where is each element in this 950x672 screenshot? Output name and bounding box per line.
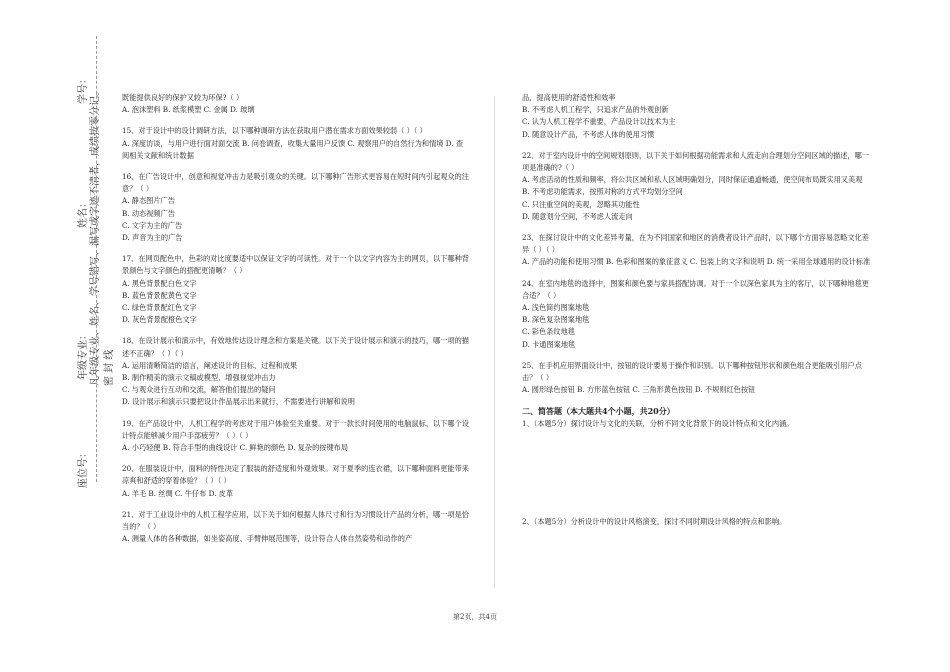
question-option: D. 灰色背景配橙色文字	[122, 315, 197, 325]
question: 22、对于室内设计中的空间规划原则，以下关于如何根据功能需求和人流走向合理划分空间区域的描述，哪一项是准确的?（ ） A. 考虑活动的性质和频率，将公共区域和私人区域明确划分，同时保证通道畅通，使空间布局既实用又美观 B. 不考虑功能需求，按照对称的方式平均划分空间 C. 只注重空间的美观，忽略其功能性 D. 随意划分空间，不考虑人流走向	[522, 150, 874, 223]
name-label: 姓名：	[78, 198, 89, 228]
section-heading: 二、简答题（本大题共4个小题，共20分）	[522, 406, 675, 417]
question-stem: 在室内地毯的选择中，图案和颜色要与家具搭配协调。对于一个以深色家具为主的客厅，以下哪种地毯更合适？（ ）	[522, 278, 869, 300]
question-option: A. 静态图片广告	[122, 196, 175, 206]
question-stem: 在广告设计中，创意和视觉冲击力是吸引观众的关键。以下哪种广告形式更容易在短时间内引起观众的注意？（ ）	[122, 172, 469, 194]
question-stem: 在手机应用界面设计中，按钮的设计要易于操作和识别。以下哪种按钮形状和颜色组合更能吸引用户点击？（ ）	[522, 360, 862, 383]
question-option: C. 只注重空间的美观，忽略其功能性	[522, 199, 640, 209]
question-option: B. 深色复杂图案地毯	[522, 315, 590, 325]
left-column	[122, 92, 470, 555]
question-option: A. 小巧轻便 B. 符合手型的曲线设计 C. 鲜艳的颜色 D. 复杂的按键布局	[122, 443, 349, 453]
question: 16、在广告设计中，创意和视觉冲击力是吸引观众的关键。以下哪种广告形式更容易在短时间内引起观众的注意？（ ） A. 静态图片广告 B. 动态视频广告 C. 文字为主的广告 D. 声音为主的广告	[122, 171, 470, 244]
question: 15、对于设计中的设计调研方法，以下哪种调研方法在获取用户潜在需求方面效果较弱（ ）（ ） A. 深度访谈，与用户进行面对面交流 B. 问卷调查，收集大量用户反馈 C. 观察用户的自然行为和情境 D. 查阅相关文献和统计数据	[122, 125, 470, 162]
question-option: C. 与观众进行互动和交流，解答他们提出的疑问	[122, 385, 276, 395]
question-option: D. 声音为主的广告	[122, 233, 183, 243]
question-option: C. 绿色背景配红色文字	[122, 303, 197, 313]
short-answer-question: 2、（本题5分）分析设计中的设计风格演变，探讨不同时期设计风格的特点和影响。	[522, 516, 787, 526]
question-option: A. 运用清晰简洁的语言，阐述设计的目标、过程和成果	[122, 360, 298, 370]
question-option: D. 卡通图案地毯	[522, 339, 576, 349]
question-option: B. 不考虑功能需求，按照对称的方式平均划分空间	[522, 187, 683, 197]
seal-line-label: 密 封 线	[104, 349, 115, 386]
question-option: B. 制作精美的演示文稿或模型，增强视觉冲击力	[122, 373, 276, 383]
question-stem: 对于工业设计中的人机工程学应用，以下关于如何根据人体尺寸和行为习惯设计产品的分析，哪一项是恰当的？（ ）	[122, 509, 469, 532]
question-option: A. 产品的功能和使用习惯 B. 色彩和图案的象征意义 C. 包装上的文字和说明 D. 统一采用全球通用的设计标准	[522, 257, 871, 267]
question	[122, 92, 470, 116]
question-option: A. 羊毛 B. 丝绸 C. 牛仔布 D. 皮革	[122, 488, 234, 498]
question-option: B. 蓝色背景配黄色文字	[122, 290, 197, 300]
question-stem: 品，提高使用的舒适性和效率	[522, 93, 616, 102]
question-stem: 在网页配色中，色彩的对比度要适中以保证文字的可读性。对于一个以文字内容为主的网页，以下哪种背景颜色与文字颜色的搭配更清晰？（ ）	[122, 254, 469, 276]
question-option: A. 浅色简约图案地毯	[522, 303, 590, 313]
question-option: A. 测量人体的各种数据，如坐姿高度、手臂伸展范围等，设计符合人体自然姿势和动作的产	[122, 534, 413, 544]
column-divider	[494, 96, 495, 588]
student-id-label: 学号：	[78, 74, 89, 104]
question-stem: 在探讨设计中的文化差异考量，在为不同国家和地区的消费者设计产品时，以下哪个方面容易忽略文化差异（ ）（ ）	[522, 233, 869, 255]
question: 24、在室内地毯的选择中，图案和颜色要与家具搭配协调。对于一个以深色家具为主的客厅，以下哪种地毯更合适？（ ） A. 浅色简约图案地毯 B. 深色复杂图案地毯 C. 彩色条纹地毯 D. 卡通图案地毯	[522, 278, 874, 351]
question-option: C. 认为人机工程学不重要，产品设计以技术为主	[522, 117, 676, 127]
question: 21、对于工业设计中的人机工程学应用，以下关于如何根据人体尺寸和行为习惯设计产品的分析，哪一项是恰当的？（ ） A. 测量人体的各种数据，如坐姿高度、手臂伸展范围等，设计符合人体自然姿势和动作的产	[122, 509, 470, 546]
binding-margin	[0, 0, 115, 672]
question: 23、在探讨设计中的文化差异考量，在为不同国家和地区的消费者设计产品时，以下哪个方面容易忽略文化差异（ ）（ ） A. 产品的功能和使用习惯 B. 色彩和图案的象征意义 C. 包装上的文字和说明 D. 统一采用全球通用的设计标准	[522, 232, 874, 269]
question: 19、在产品设计中，人机工程学的考虑对于用户体验至关重要。对于一款长时间使用的电脑鼠标，以下哪个设计特点能够减少用户手部疲劳？（ ）（ ） A. 小巧轻便 B. 符合手型的曲线设计 C. 鲜艳的颜色 D. 复杂的按键布局	[122, 418, 470, 455]
question-option: D. 随意设计产品，不考虑人体的使用习惯	[522, 129, 655, 139]
answer-space	[522, 430, 874, 516]
question-stem: 既能提供良好的保护又较为环保?（ ）	[122, 93, 244, 102]
page-number: 第2页，共4页	[453, 613, 497, 621]
right-column	[522, 92, 874, 528]
question-option: B. 动态视频广告	[122, 208, 175, 218]
question: 25、在手机应用界面设计中，按钮的设计要易于操作和识别。以下哪种按钮形状和颜色组合更能吸引用户点击？（ ） A. 圆形绿色按钮 B. 方形蓝色按钮 C. 三角形黄色按钮 D. 不规则红色按钮	[522, 360, 874, 397]
seal-line	[96, 36, 97, 482]
question-stem: 在产品设计中，人机工程学的考虑对于用户体验至关重要。对于一款长时间使用的电脑鼠标，以下哪个设计特点能够减少用户手部疲劳？（ ）（ ）	[122, 418, 469, 440]
question: 20、在服装设计中，面料的特性决定了服装的舒适度和外观效果。对于夏季的连衣裙，以下哪种面料更能带来凉爽和舒适的穿着体验？（ ）（ ） A. 羊毛 B. 丝绸 C. 牛仔布 D. 皮革	[122, 463, 470, 500]
question-option: A. 黑色背景配白色文字	[122, 278, 197, 288]
question-option: C. 文字为主的广告	[122, 220, 183, 230]
question-stem: 对于设计中的设计调研方法，以下哪种调研方法在获取用户潜在需求方面效果较弱（ ）（ ）	[138, 126, 427, 136]
question-stem: 对于室内设计中的空间规划原则，以下关于如何根据功能需求和人流走向合理划分空间区域的描述，哪一项是准确的?（ ）	[522, 150, 869, 173]
question-option: A. 泡沫塑料 B. 纸浆模塑 C. 金属 D. 玻璃	[122, 105, 255, 115]
question	[522, 92, 874, 141]
question-stem: 在服装设计中，面料的特性决定了服装的舒适度和外观效果。对于夏季的连衣裙，以下哪种面料更能带来凉爽和舒适的穿着体验？（ ）（ ）	[122, 464, 469, 486]
question-option: C. 彩色条纹地毯	[522, 327, 575, 337]
question-option: D. 随意划分空间，不考虑人流走向	[522, 211, 633, 221]
short-answer-question: 1、（本题5分）探讨设计与文化的关联，分析不同文化背景下的设计特点和文化内涵。	[522, 418, 794, 428]
seat-label: 座位号：	[78, 448, 89, 488]
binding-note: 凡年级专业、姓名、学号错写、漏写或字迹不清者，成绩按零分记。	[90, 86, 101, 386]
grade-label: 年级专业：	[78, 330, 89, 380]
question: 17、在网页配色中，色彩的对比度要适中以保证文字的可读性。对于一个以文字内容为主的网页，以下哪种背景颜色与文字颜色的搭配更清晰？（ ） A. 黑色背景配白色文字 B. 蓝色背景配黄色文字 C. 绿色背景配红色文字 D. 灰色背景配橙色文字	[122, 253, 470, 326]
question-option: B. 不考虑人机工程学，只追求产品的外观创新	[522, 105, 669, 115]
question-stem: 在设计展示和演示中，有效地传达设计理念和方案是关键。以下关于设计展示和演示的技巧，哪一项的描述不正确？（ ）（ ）	[122, 336, 469, 358]
question-option: D. 设计展示和演示只要把设计作品展示出来就行，不需要进行讲解和说明	[122, 397, 355, 407]
question-option: A. 深度访谈，与用户进行面对面交流 B. 问卷调查，收集大量用户反馈 C. 观察用户的自然行为和情境 D. 查阅相关文献和统计数据	[122, 138, 464, 160]
question-option: A. 圆形绿色按钮 B. 方形蓝色按钮 C. 三角形黄色按钮 D. 不规则红色按钮	[522, 385, 756, 395]
question-option: A. 考虑活动的性质和频率，将公共区域和私人区域明确划分，同时保证通道畅通，使空间布局既实用又美观	[522, 175, 863, 185]
question: 18、在设计展示和演示中，有效地传达设计理念和方案是关键。以下关于设计展示和演示的技巧，哪一项的描述不正确？（ ）（ ） A. 运用清晰简洁的语言，阐述设计的目标、过程和成果 B. 制作精美的演示文稿或模型，增强视觉冲击力 C. 与观众进行互动和交流，解答他们提出的疑问 D. 设计展示和演示只要把设计作品展示出来就行，不需要进行讲解和说明	[122, 335, 470, 408]
